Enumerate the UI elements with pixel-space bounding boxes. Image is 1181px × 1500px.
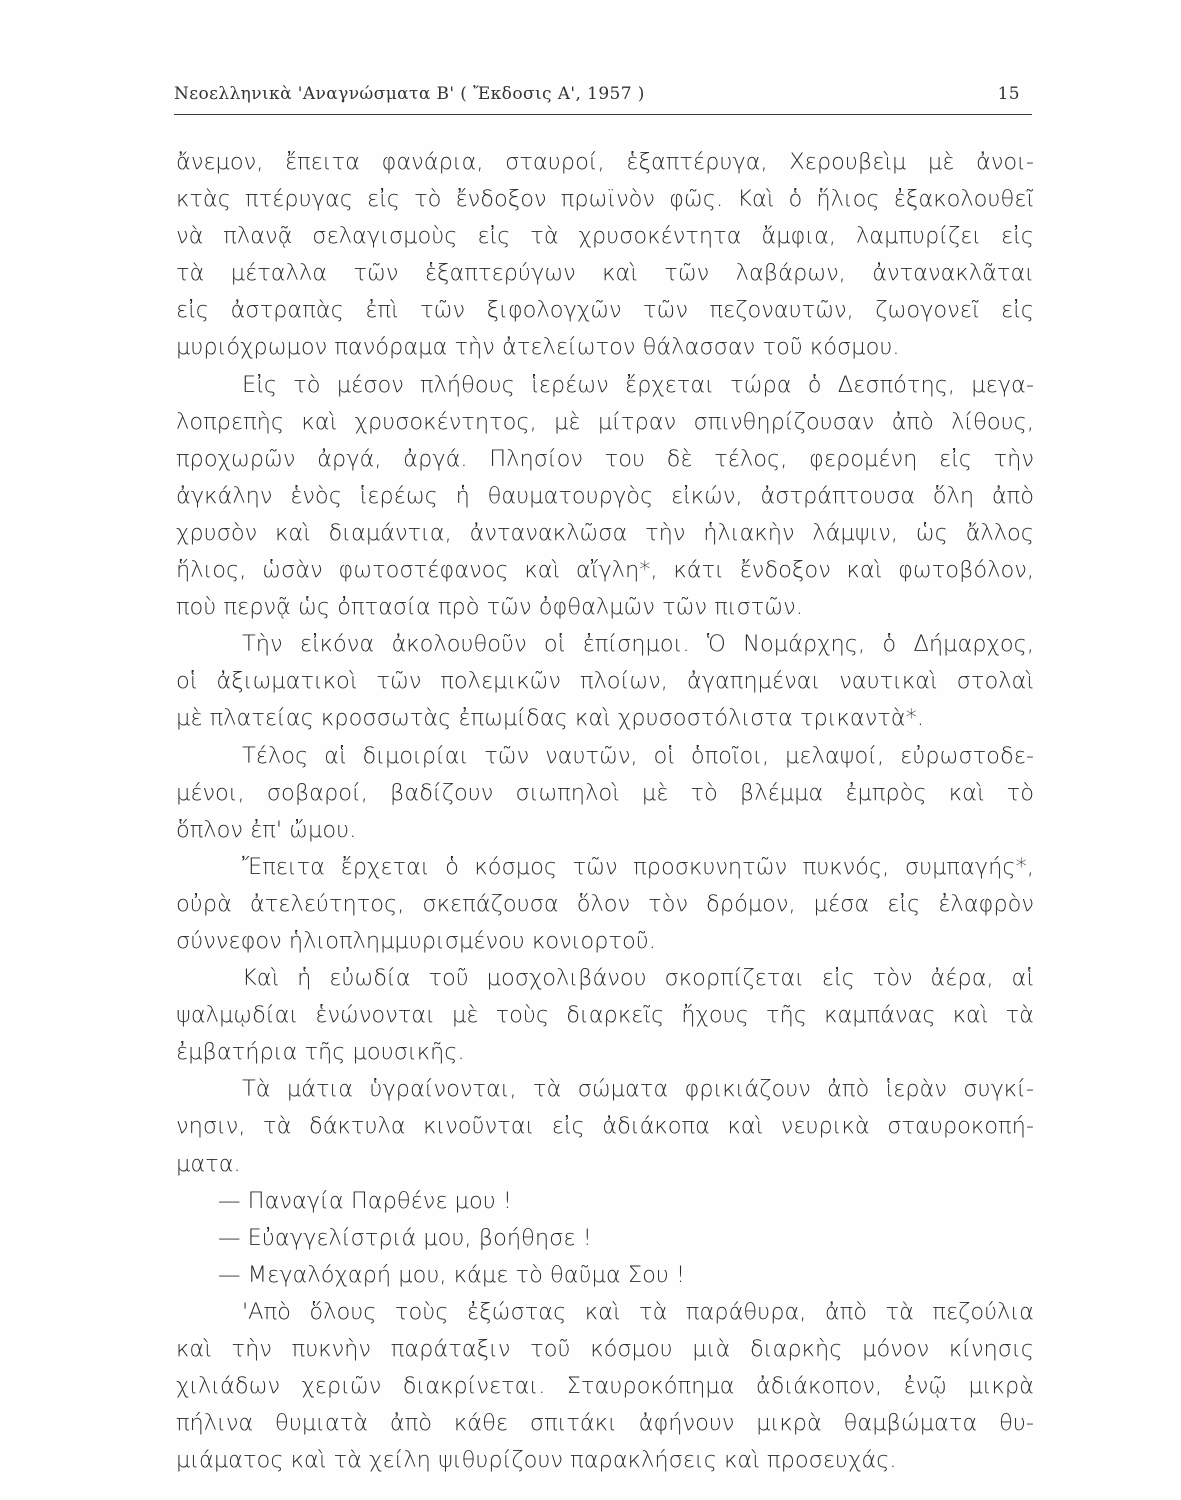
paragraph-7 xyxy=(176,1071,1034,1182)
text-line: νησιν, τὰ δάκτυλα κινοῦνται εἰς ἀδιάκοπα καὶ νευρικὰ σταυροκοπή- xyxy=(176,1113,1034,1140)
text-line: ἥλιος, ὡσὰν φωτοστέφανος καὶ αἴγλη*, κάτι ἔνδοξον καὶ φωτοβόλον, xyxy=(176,557,1034,584)
text-line: 'Απὸ ὅλους τοὺς ἐξώστας καὶ τὰ παράθυρα, ἀπὸ τὰ πεζούλια xyxy=(242,1298,1034,1325)
text-line: μυριόχρωμον πανόραμα τὴν ἀτελείωτον θάλασσαν τοῦ κόσμου. xyxy=(176,334,900,361)
text-line: σύννεφον ἡλιοπλημμυρισμένου κονιορτοῦ. xyxy=(176,927,656,954)
text-line: μὲ πλατείας κροσσωτὰς ἐπωμίδας καὶ χρυσοστόλιστα τρικαντὰ*. xyxy=(176,705,925,732)
text-line: χρυσὸν καὶ διαμάντια, ἀντανακλῶσα τὴν ἡλιακὴν λάμψιν, ὡς ἄλλος xyxy=(176,519,1034,546)
running-header xyxy=(174,78,1032,110)
paragraph-5 xyxy=(176,849,1034,960)
paragraph-1 xyxy=(176,144,1034,367)
text-line: νὰ πλανᾷ σελαγισμοὺς εἰς τὰ χρυσοκέντητα ἄμφια, λαμπυρίζει εἰς xyxy=(176,223,1034,250)
text-line: Τέλος αἱ διμοιρίαι τῶν ναυτῶν, οἱ ὁποῖοι, μελαψοί, εὐρωστοδε- xyxy=(242,742,1034,769)
page-number: 15 xyxy=(997,84,1020,104)
paragraph-4 xyxy=(176,738,1034,849)
text-line: ὅπλον ἐπ' ὤμου. xyxy=(176,816,357,843)
header-rule xyxy=(174,114,1032,115)
text-line: προχωρῶν ἀργά, ἀργά. Πλησίον του δὲ τέλος, φερομένη εἰς τὴν xyxy=(176,445,1034,472)
text-line: οἱ ἀξιωματικοὶ τῶν πολεμικῶν πλοίων, ἀγαπημέναι ναυτικαὶ στολαὶ xyxy=(176,668,1034,695)
text-line: ψαλμῳδίαι ἑνώνονται μὲ τοὺς διαρκεῖς ἤχους τῆς καμπάνας καὶ τὰ xyxy=(176,1002,1034,1029)
dialogue-line: — Παναγία Παρθένε μου ! xyxy=(218,1187,512,1214)
text-line: μιάματος καὶ τὰ χείλη ψιθυρίζουν παρακλήσεις καὶ προσευχάς. xyxy=(176,1447,897,1474)
text-line: τὰ μέταλλα τῶν ἑξαπτερύγων καὶ τῶν λαβάρων, ἀντανακλᾶται xyxy=(176,260,1034,287)
paragraph-3 xyxy=(176,626,1034,737)
text-line: εἰς ἀστραπὰς ἐπὶ τῶν ξιφολογχῶν τῶν πεζοναυτῶν, ζωογονεῖ εἰς xyxy=(176,297,1034,324)
text-line: καὶ τὴν πυκνὴν παράταξιν τοῦ κόσμου μιὰ διαρκὴς μόνον κίνησις xyxy=(176,1336,1034,1362)
text-line: Εἰς τὸ μέσον πλήθους ἱερέων ἔρχεται τώρα ὁ Δεσπότης, μεγα- xyxy=(242,371,1034,398)
body-text xyxy=(176,144,1034,1479)
text-line: λοπρεπὴς καὶ χρυσοκέντητος, μὲ μίτραν σπινθηρίζουσαν ἀπὸ λίθους, xyxy=(176,408,1034,435)
text-line: μένοι, σοβαροί, βαδίζουν σιωπηλοὶ μὲ τὸ βλέμμα ἐμπρὸς καὶ τὸ xyxy=(176,779,1034,806)
text-line: ποὺ περνᾷ ὡς ὀπτασία πρὸ τῶν ὀφθαλμῶν τῶν πιστῶν. xyxy=(176,594,803,621)
text-line: Καὶ ἡ εὐωδία τοῦ μοσχολιβάνου σκορπίζεται εἰς τὸν ἀέρα, αἱ xyxy=(242,965,1034,992)
text-line: οὐρὰ ἀτελεύτητος, σκεπάζουσα ὅλον τὸν δρόμον, μέσα εἰς ἐλαφρὸν xyxy=(176,890,1034,917)
dialogue-line: — Εὐαγγελίστριά μου, βοήθησε ! xyxy=(218,1224,592,1251)
text-line: κτὰς πτέρυγας εἰς τὸ ἔνδοξον πρωϊνὸν φῶς. Καὶ ὁ ἥλιος ἐξακολουθεῖ xyxy=(176,186,1034,213)
text-line: χιλιάδων χεριῶν διακρίνεται. Σταυροκόπημα ἀδιάκοπον, ἐνῷ μικρὰ xyxy=(176,1373,1034,1400)
text-line: Ἔπειτα ἔρχεται ὁ κόσμος τῶν προσκυνητῶν πυκνός, συμπαγής*, xyxy=(242,853,1034,880)
dialogue-block xyxy=(176,1183,1034,1294)
text-line: Τὴν εἰκόνα ἀκολουθοῦν οἱ ἐπίσημοι. Ὁ Νομάρχης, ὁ Δήμαρχος, xyxy=(242,631,1034,658)
text-line: ἄνεμον, ἔπειτα φανάρια, σταυροί, ἑξαπτέρυγα, Χερουβεὶμ μὲ ἀνοι- xyxy=(176,149,1034,175)
text-line: ἀγκάλην ἑνὸς ἱερέως ἡ θαυματουργὸς εἰκών, ἀστράπτουσα ὅλη ἀπὸ xyxy=(176,482,1034,509)
text-line: ματα. xyxy=(176,1150,241,1177)
text-line: πήλινα θυμιατὰ ἀπὸ κάθε σπιτάκι ἀφήνουν μικρὰ θαμβώματα θυ- xyxy=(176,1410,1034,1437)
running-title: Νεοελληνικὰ 'Αναγνώσματα Β' ( Ἔκδοσις Α', 1957 ) xyxy=(174,84,645,104)
text-line: Τὰ μάτια ὑγραίνονται, τὰ σώματα φρικιάζουν ἀπὸ ἱερὰν συγκί- xyxy=(242,1076,1034,1103)
paragraph-2 xyxy=(176,367,1034,627)
paragraph-6 xyxy=(176,960,1034,1071)
paragraph-8 xyxy=(176,1294,1034,1479)
text-line: ἐμβατήρια τῆς μουσικῆς. xyxy=(176,1039,465,1066)
dialogue-line: — Μεγαλόχαρή μου, κάμε τὸ θαῦμα Σου ! xyxy=(218,1261,686,1288)
